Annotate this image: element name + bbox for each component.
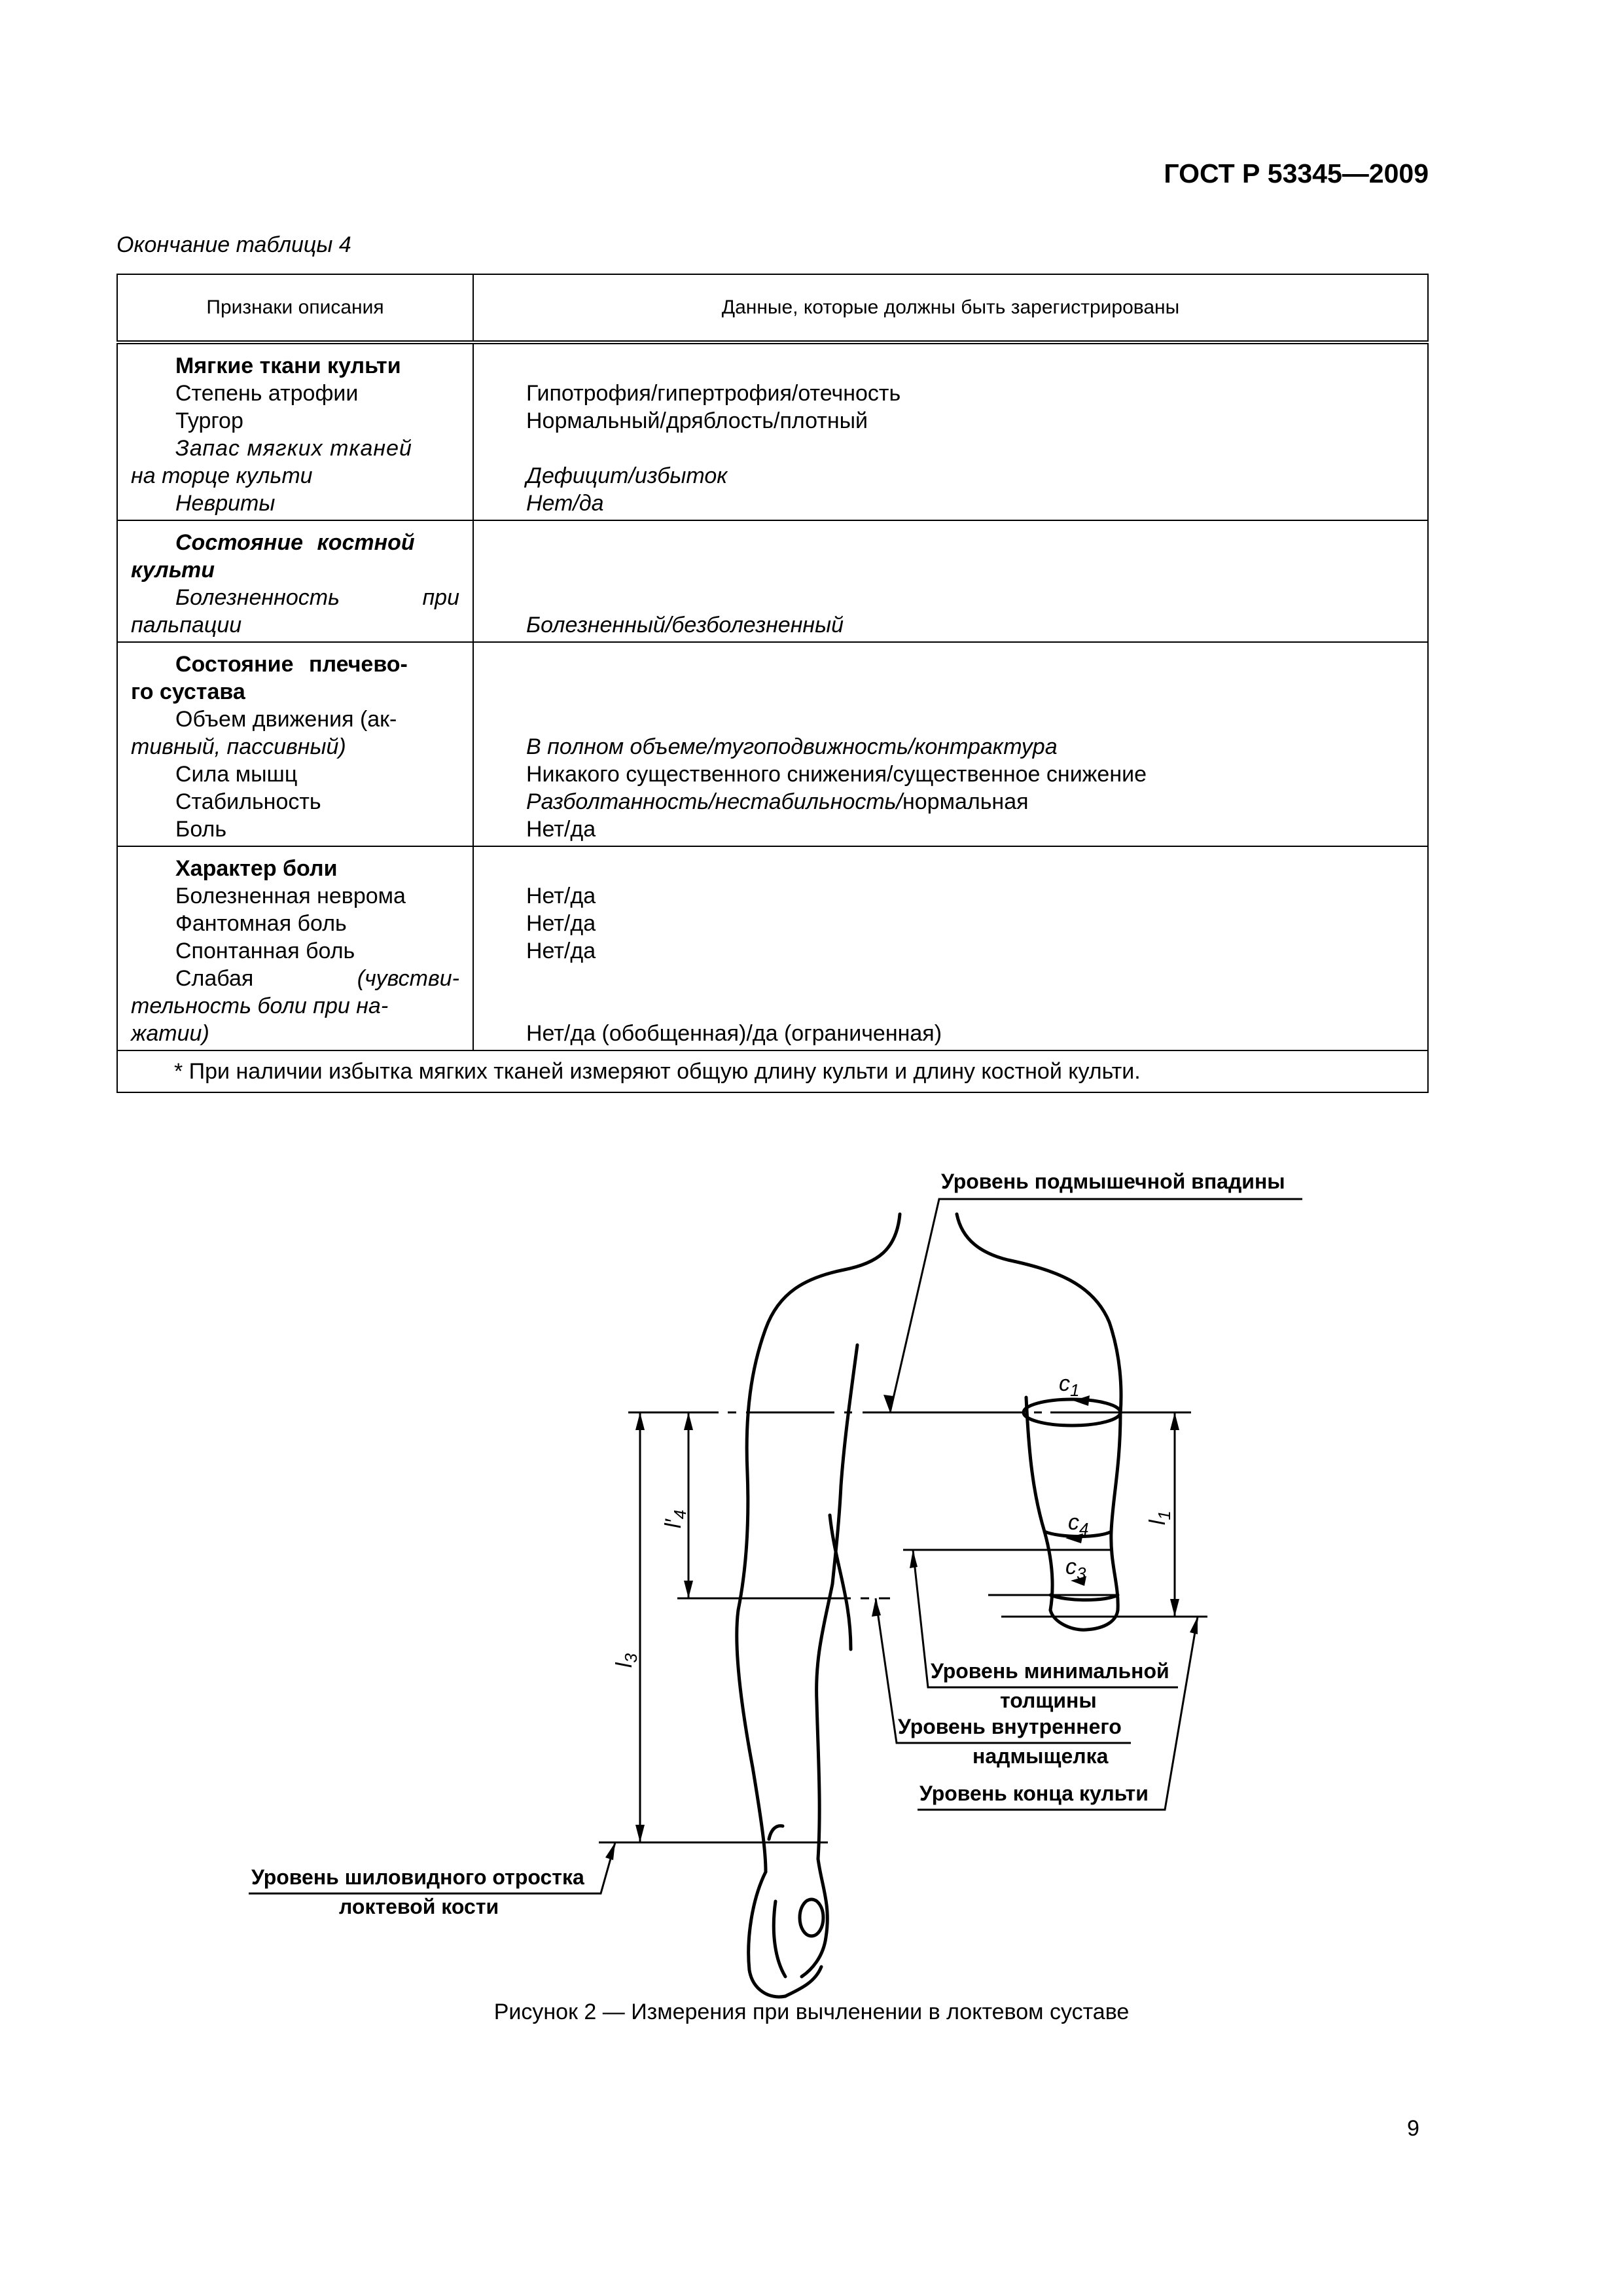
arm-outline <box>737 1610 766 1872</box>
stump-outline <box>1050 1610 1118 1630</box>
l1-symbol: $l_1$ <box>1145 1510 1174 1525</box>
data-value: Гипотрофия/гипертрофия/отечность <box>526 381 901 406</box>
section-title: культи <box>131 558 215 583</box>
data-value: Нет/да <box>526 911 596 936</box>
data-value: Нет/да <box>526 884 596 908</box>
epicondyle-label: Уровень внутреннего <box>898 1715 1122 1738</box>
feature-label: пальпации <box>131 613 242 637</box>
section-title: Мягкие ткани культи <box>175 353 401 378</box>
section-title: Состояние плечево- <box>175 652 408 677</box>
arrowhead <box>684 1412 693 1430</box>
feature-label: на торце культи <box>131 463 313 488</box>
stump-outline <box>1111 1414 1120 1610</box>
feature-label: Спонтанная боль <box>175 939 355 963</box>
min-thickness-label: Уровень минимальной <box>931 1659 1169 1683</box>
l4-symbol: $l'_4$ <box>661 1509 690 1528</box>
wrist-mark <box>769 1826 783 1839</box>
c1-symbol: $c_1$ <box>1059 1371 1080 1400</box>
feature-label: Болезненность при <box>175 585 459 610</box>
feature-label: тивный, пассивный) <box>131 734 346 759</box>
feature-label: Стабильность <box>175 789 321 814</box>
min-thickness-label: толщины <box>1000 1689 1097 1712</box>
figure-caption: Рисунок 2 — Измерения при вычленении в локтевом суставе <box>493 2000 1130 2024</box>
hand-outline <box>800 1899 823 1936</box>
l3-symbol: $l_3$ <box>612 1653 641 1668</box>
axilla-leader <box>890 1199 1302 1412</box>
arrowhead <box>635 1825 645 1842</box>
feature-label: Болезненная неврома <box>175 884 406 908</box>
hand-outline <box>749 1872 785 1997</box>
section-title: Характер боли <box>175 856 338 881</box>
section-title: го сустава <box>131 679 245 704</box>
page-number: 9 <box>1407 2116 1419 2141</box>
feature-label: жатии) <box>131 1021 209 1046</box>
arrowhead <box>1170 1599 1179 1617</box>
standard-number: ГОСТ Р 53345—2009 <box>1164 158 1429 188</box>
arrowhead <box>635 1412 645 1430</box>
feature-label: Объем движения (ак- <box>175 707 397 732</box>
feature-label: тельность боли при на- <box>131 994 389 1018</box>
styloid-label: Уровень шиловидного отростка <box>251 1865 584 1889</box>
styloid-label: локтевой кости <box>339 1895 499 1918</box>
arrowhead <box>684 1581 693 1598</box>
data-value: Дефицит/избыток <box>526 463 728 488</box>
body-outline <box>957 1214 1121 1414</box>
feature-label: Невриты <box>175 491 276 516</box>
stump-end-leader <box>918 1617 1198 1810</box>
data-value: Нормальный/дряблость/плотный <box>526 408 868 433</box>
arm-outline <box>817 1584 832 1859</box>
hand-outline <box>774 1901 785 1977</box>
c4-symbol: $c_4$ <box>1068 1510 1089 1539</box>
data-value: Нет/да <box>526 939 596 963</box>
hand-outline <box>785 1967 821 1996</box>
data-value: Нет/да <box>526 491 604 516</box>
feature-label: Слабая (чувстви- <box>175 966 459 991</box>
feature-label: Степень атрофии <box>175 381 359 406</box>
feature-label: Фантомная боль <box>175 911 347 936</box>
c3-symbol: $c_3$ <box>1065 1554 1086 1583</box>
axilla-level-label: Уровень подмышечной впадины <box>941 1170 1285 1193</box>
data-value: Разболтанность/нестабильность/нормальная <box>526 789 1029 814</box>
data-value: Никакого существенного снижения/существенное снижение <box>526 762 1147 787</box>
feature-label: Тургор <box>175 408 243 433</box>
data-value: Нет/да <box>526 817 596 842</box>
feature-label: Боль <box>175 817 227 842</box>
table-caption: Окончание таблицы 4 <box>116 232 351 257</box>
stump-outline <box>1026 1397 1052 1610</box>
arrowhead <box>1170 1412 1179 1430</box>
feature-label: Сила мышц <box>175 762 298 787</box>
data-value: В полном объеме/тугоподвижность/контрактура <box>526 734 1058 759</box>
data-value: Нет/да (обобщенная)/да (ограниченная) <box>526 1021 942 1046</box>
section-title: Состояние костной <box>175 530 415 555</box>
column-header-data: Данные, которые должны быть зарегистрированы <box>473 274 1428 342</box>
epicondyle-label: надмыщелка <box>972 1744 1109 1768</box>
footnote: * При наличии избытка мягких тканей измеряют общую длину культи и длину костной культи. <box>117 1050 1428 1092</box>
data-value: Болезненный/безболезненный <box>526 613 844 637</box>
column-header-features: Признаки описания <box>117 274 473 342</box>
stump-end-label: Уровень конца культи <box>919 1782 1149 1805</box>
feature-label: Запас мягких тканей <box>175 436 412 461</box>
